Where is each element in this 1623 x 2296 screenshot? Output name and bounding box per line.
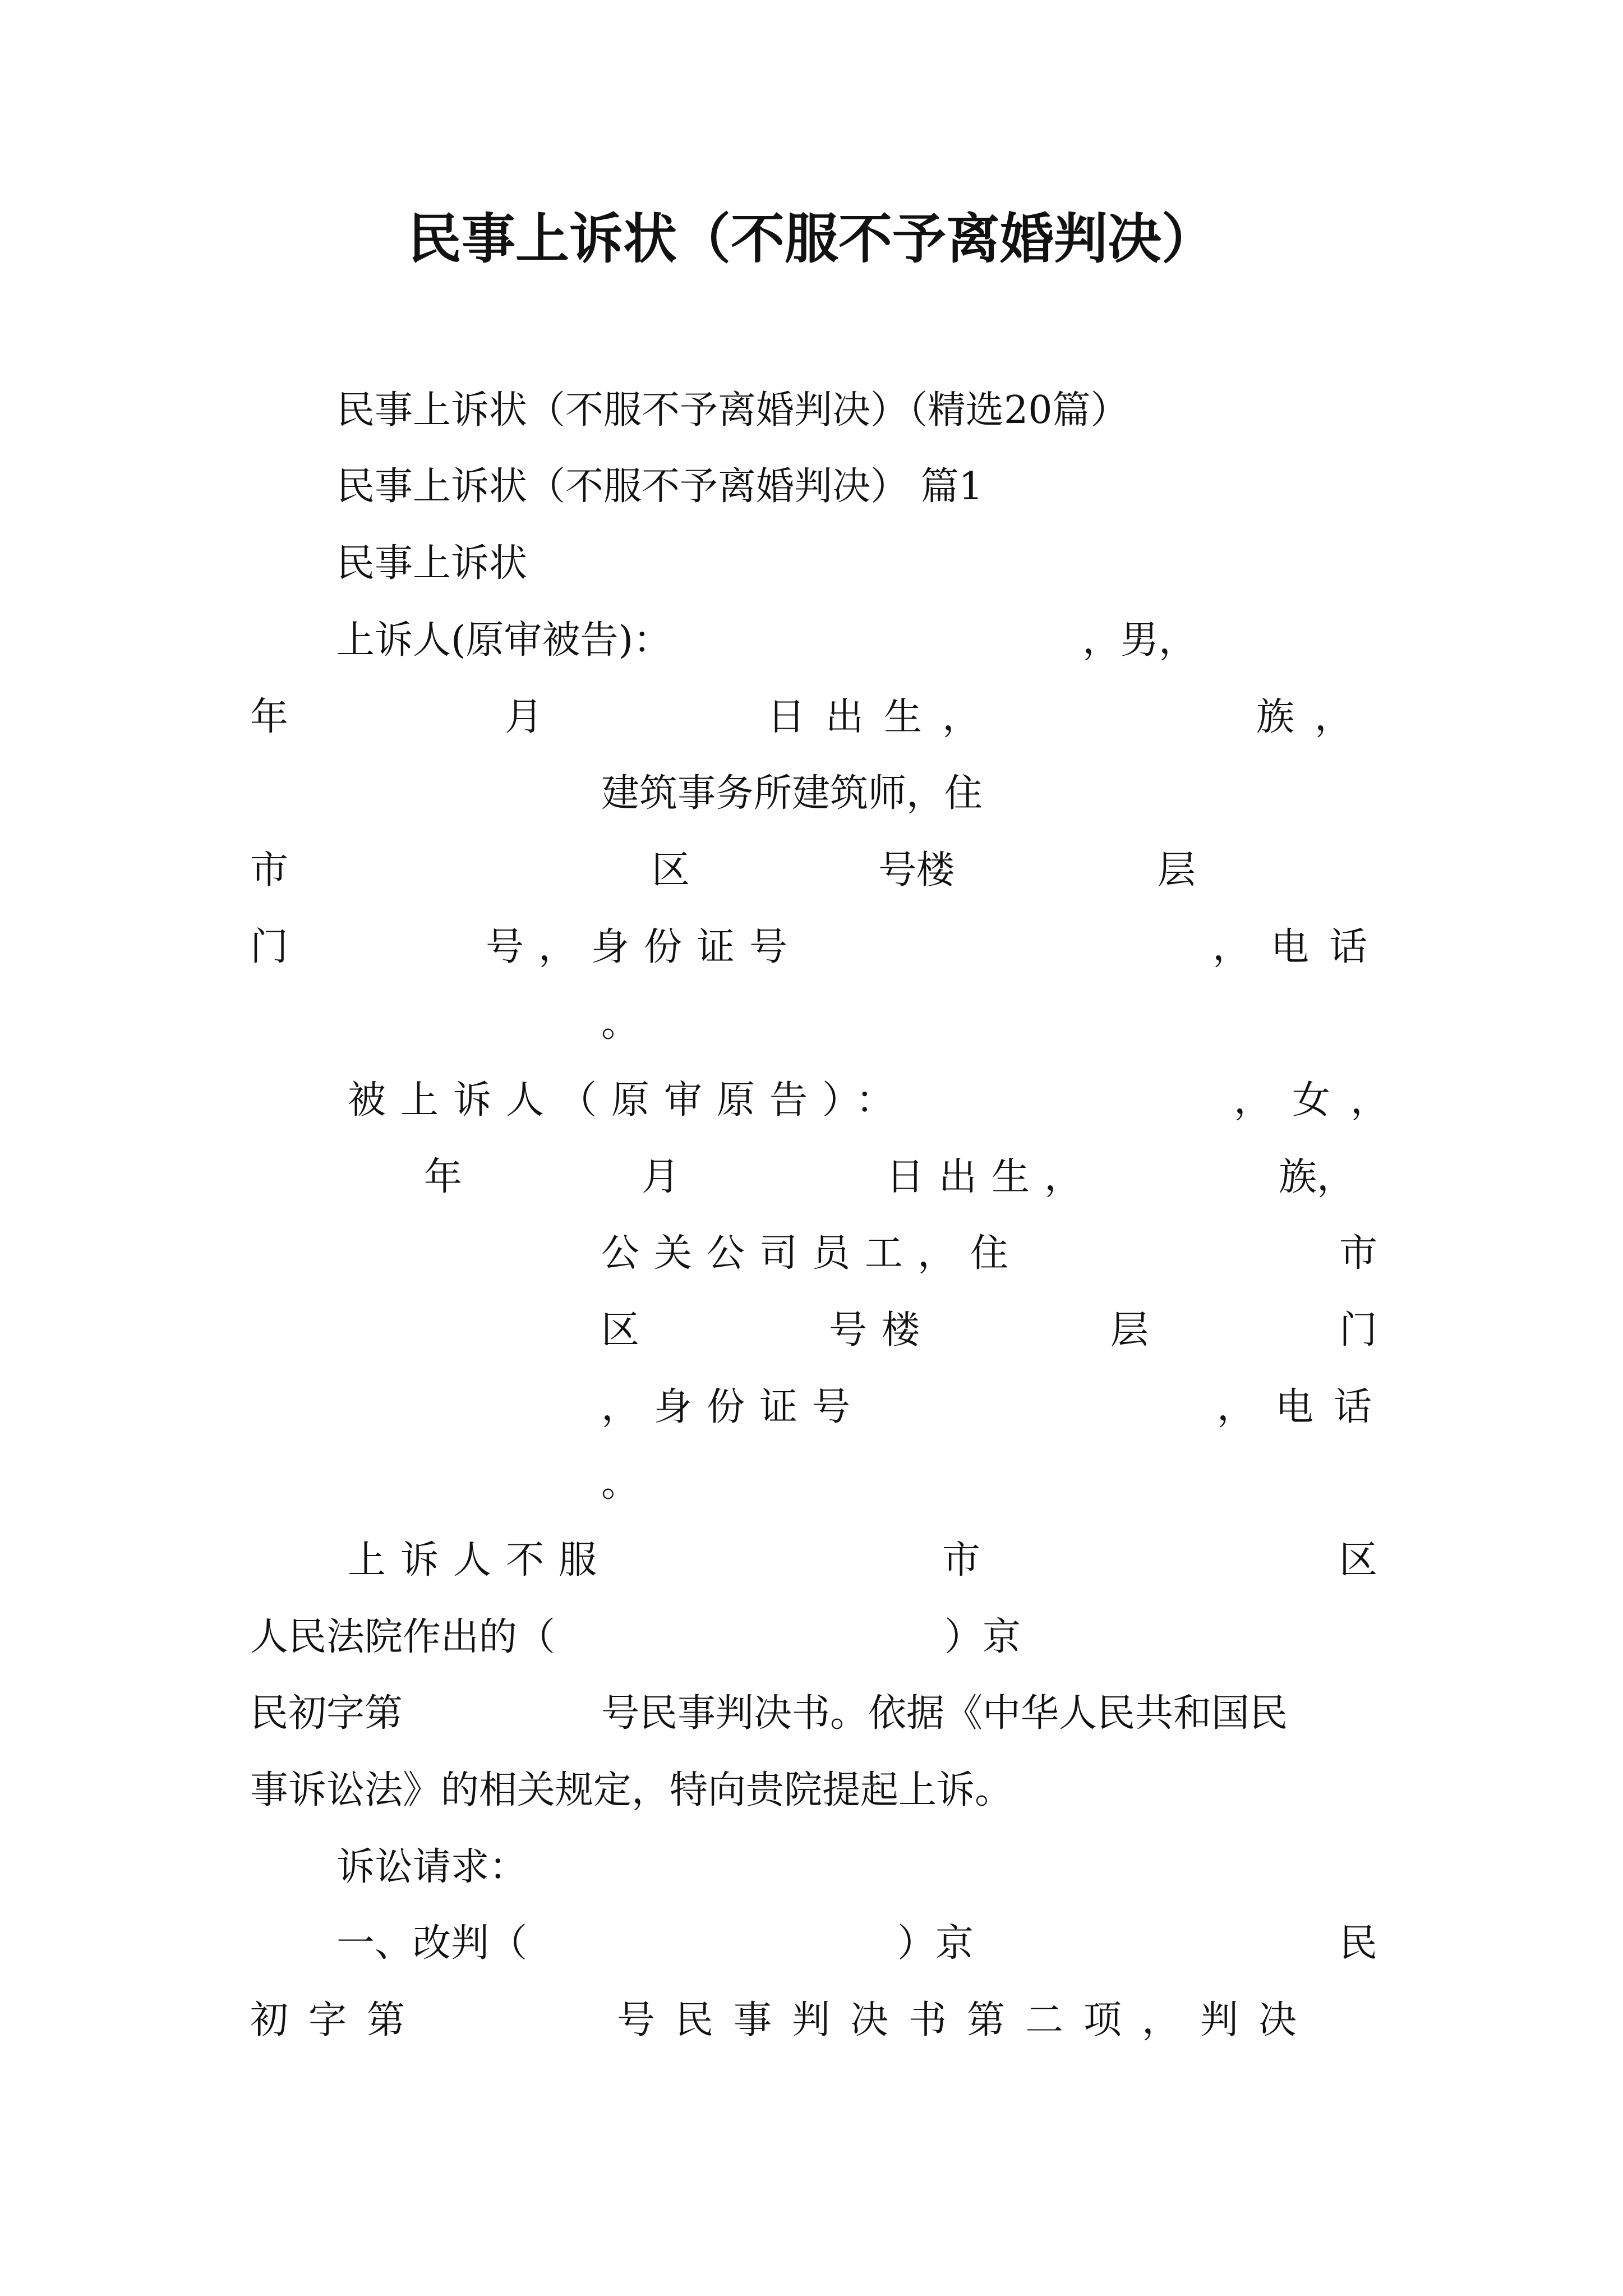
text-fragment: 市 <box>942 1538 981 1582</box>
text-fragment: 号，身份证号 <box>486 925 803 969</box>
text-fragment: 事诉讼法》的相关规定，特向贵院提起上诉。 <box>250 1768 1013 1812</box>
text-fragment: 号民事判决书第二项，判决 <box>617 1998 1317 2042</box>
appellant-label: 上诉人(原审被告)： <box>336 618 672 662</box>
text-fragment: 族， <box>1256 695 1373 739</box>
respondent-gender: ，女， <box>1234 1078 1409 1122</box>
text-fragment: ，电话 <box>1217 1385 1393 1429</box>
text-fragment: ）京 <box>944 1615 1021 1659</box>
text-fragment: 区 <box>1339 1538 1378 1582</box>
text-fragment: 层 <box>1110 1308 1149 1352</box>
text-fragment: 民初字第 <box>250 1691 403 1736</box>
section-heading: 民事上诉状（不服不予离婚判决） 篇1 <box>336 464 983 509</box>
text-fragment: ，身份证号 <box>601 1385 865 1429</box>
claims-heading: 诉讼请求： <box>336 1845 528 1889</box>
appellant-occupation: 建筑事务所建筑师，住 <box>601 771 983 816</box>
text-fragment: 月 <box>642 1155 680 1199</box>
text-fragment: 人民法院作出的（ <box>250 1615 556 1659</box>
respondent-occupation: 公关公司员工，住 <box>601 1231 1023 1276</box>
text-fragment: 门 <box>250 925 289 969</box>
doc-heading: 民事上诉状 <box>336 541 528 586</box>
text-fragment: 族， <box>1279 1155 1355 1199</box>
respondent-label: 被上诉人（原审原告）： <box>348 1078 909 1122</box>
text-fragment: 日出生， <box>886 1155 1098 1199</box>
text-fragment: 年 <box>250 695 289 739</box>
text-fragment: 号民事判决书。依据《中华人民共和国民 <box>601 1691 1288 1736</box>
text-fragment: 区 <box>652 848 690 892</box>
subtitle-line: 民事上诉状（不服不予离婚判决）（精选20篇） <box>336 388 1129 432</box>
text-fragment: ，电话 <box>1212 925 1388 969</box>
text-fragment: 年 <box>424 1155 463 1199</box>
text-fragment: 区 <box>601 1308 640 1352</box>
text-fragment: 民 <box>1339 1921 1378 1966</box>
text-fragment: 上诉人不服 <box>348 1538 612 1582</box>
text-fragment: 市 <box>250 848 289 892</box>
appellant-gender: ，男， <box>1082 618 1197 662</box>
text-fragment: 门 <box>1339 1308 1378 1352</box>
text-fragment: 层 <box>1158 848 1196 892</box>
text-fragment: ）京 <box>897 1921 974 1966</box>
text-fragment: 号楼 <box>878 848 955 892</box>
text-fragment: 初字第 <box>250 1998 426 2042</box>
text-fragment: 。 <box>601 1461 640 1506</box>
text-fragment: 日出生， <box>767 695 1001 739</box>
text-fragment: 。 <box>601 1001 640 1046</box>
text-fragment: 号楼 <box>829 1308 935 1352</box>
document-title: 民事上诉状（不服不予离婚判决） <box>408 208 1215 270</box>
text-fragment: 月 <box>505 695 543 739</box>
text-fragment: 一、改判（ <box>336 1921 528 1966</box>
text-fragment: 市 <box>1339 1231 1378 1276</box>
